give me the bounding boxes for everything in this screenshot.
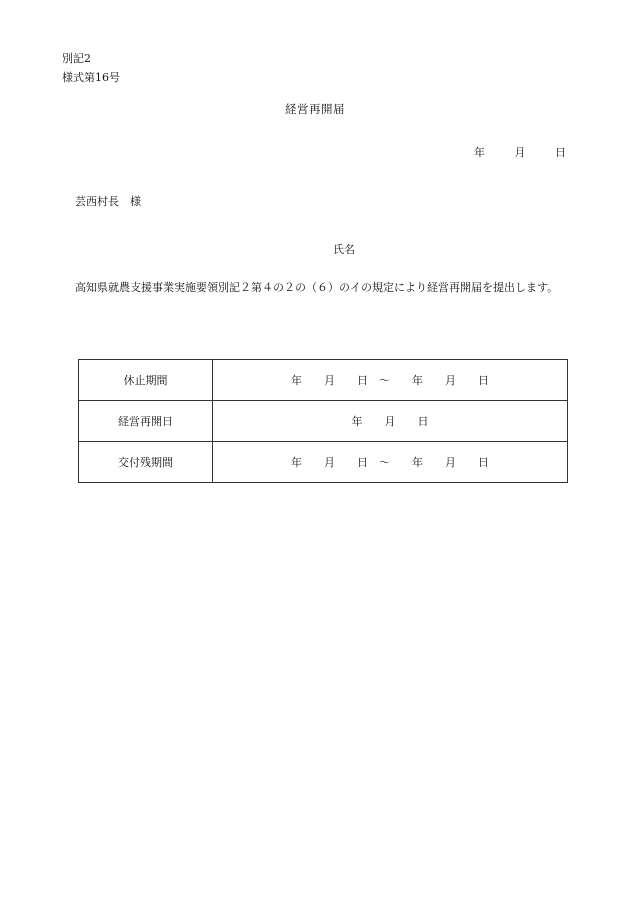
row-label-resume-date: 経営再開日 [79,401,213,442]
date-month-label: 月 [514,146,526,159]
table-row [79,401,568,442]
date-year-label: 年 [474,146,485,159]
document-title: 経営再開届 [285,102,345,116]
row-value-suspension-period: 年 月 日 ～ 年 月 日 [213,360,568,401]
addressee: 芸西村長 様 [75,195,141,208]
date-day-label: 日 [555,146,566,159]
form-number: 様式第16号 [62,71,120,84]
date-line [474,144,566,160]
row-label-suspension-period: 休止期間 [79,360,213,401]
row-value-remaining-period: 年 月 日 ～ 年 月 日 [213,442,568,483]
appendix-reference: 別記2 [62,52,91,65]
table-row [79,360,568,401]
body-text: 高知県就農支援事業実施要領別記２第４の２の（６）のイの規定により経営再開届を提出します。 [75,281,559,294]
applicant-name-label: 氏名 [333,243,355,256]
table-row [79,442,568,483]
row-label-remaining-period: 交付残期間 [79,442,213,483]
application-table [78,359,568,483]
row-value-resume-date: 年 月 日 [213,401,568,442]
